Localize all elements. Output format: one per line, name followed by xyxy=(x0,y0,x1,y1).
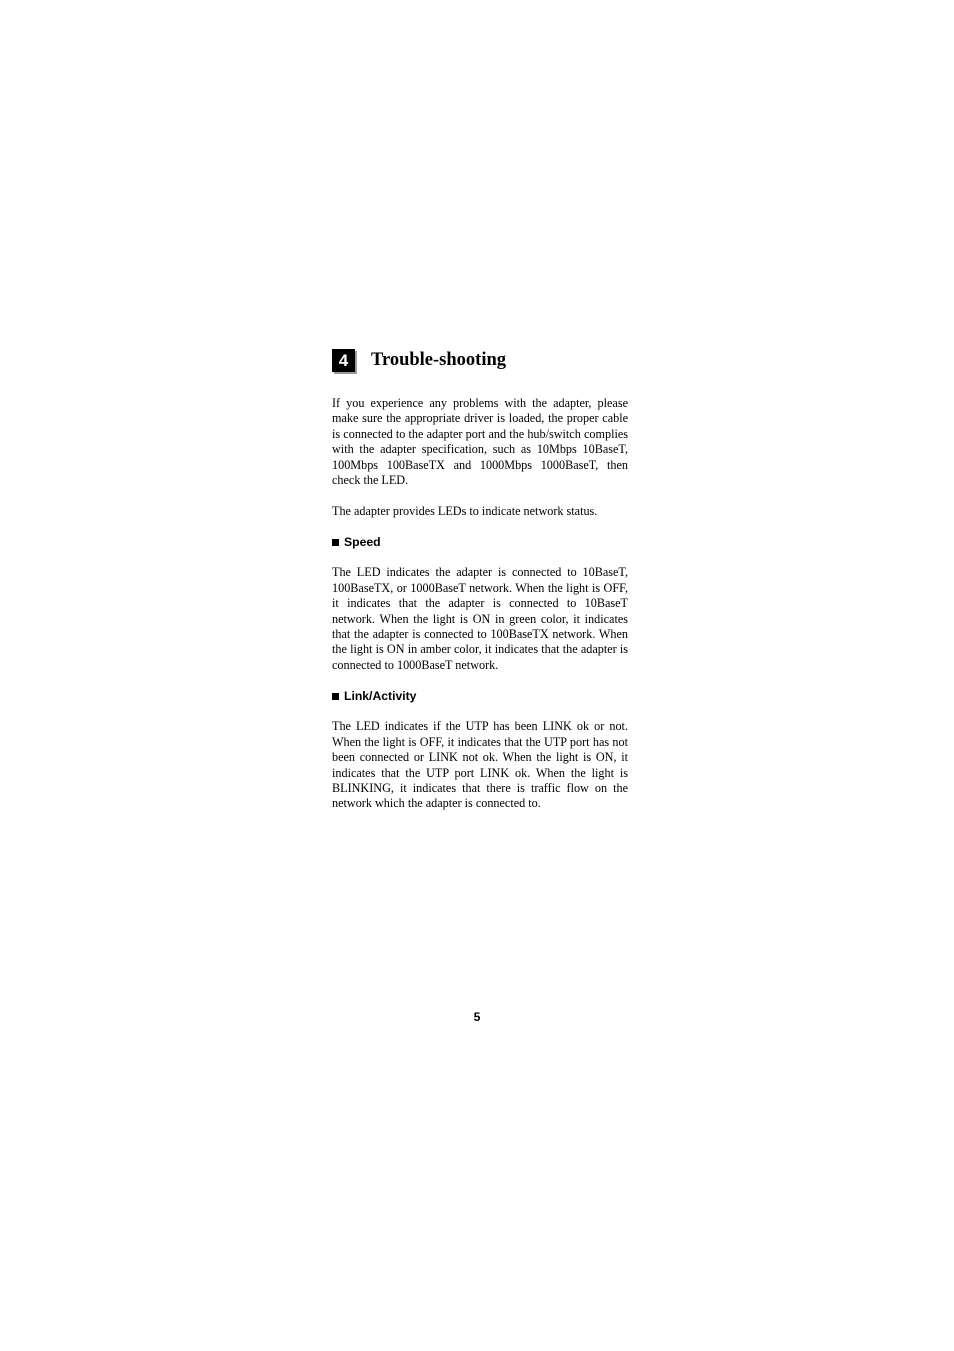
speed-heading-label: Speed xyxy=(344,534,381,549)
chapter-number-badge: 4 xyxy=(332,349,355,372)
section-title: Trouble-shooting xyxy=(371,350,507,370)
link-activity-paragraph: The LED indicates if the UTP has been LINK ok or not. When the light is OFF, it indicates that the UTP port has not been connected or LINK not ok. When the light is ON, it indicates that the UTP port LINK ok. When the light is BLINKING, it indicates that there is traffic flow on the network which the adapter is connected to. xyxy=(332,719,628,811)
link-activity-heading-label: Link/Activity xyxy=(344,688,417,703)
square-bullet-icon xyxy=(332,539,339,546)
speed-paragraph: The LED indicates the adapter is connected to 10BaseT, 100BaseTX, or 1000BaseT network. When the light is OFF, it indicates that the adapter is connected to 10BaseT network. When the light is ON in green color, it indicates that the adapter is connected to 100BaseTX network. When the light is ON in amber color, it indicates that the adapter is connected to 1000BaseT network. xyxy=(332,565,628,672)
link-activity-heading xyxy=(332,689,628,704)
intro-paragraph: If you experience any problems with the adapter, please make sure the appropriate driver is loaded, the proper cable is connected to the adapter port and the hub/switch complies with the adapter specification, such as 10Mbps 10BaseT, 100Mbps 100BaseTX and 1000Mbps 1000BaseT, then check the LED. xyxy=(332,396,628,488)
speed-heading xyxy=(332,535,628,550)
page-content xyxy=(332,347,628,827)
page-number: 5 xyxy=(473,1010,481,1024)
led-status-paragraph: The adapter provides LEDs to indicate network status. xyxy=(332,503,598,518)
section-header xyxy=(332,347,628,373)
square-bullet-icon xyxy=(332,693,339,700)
